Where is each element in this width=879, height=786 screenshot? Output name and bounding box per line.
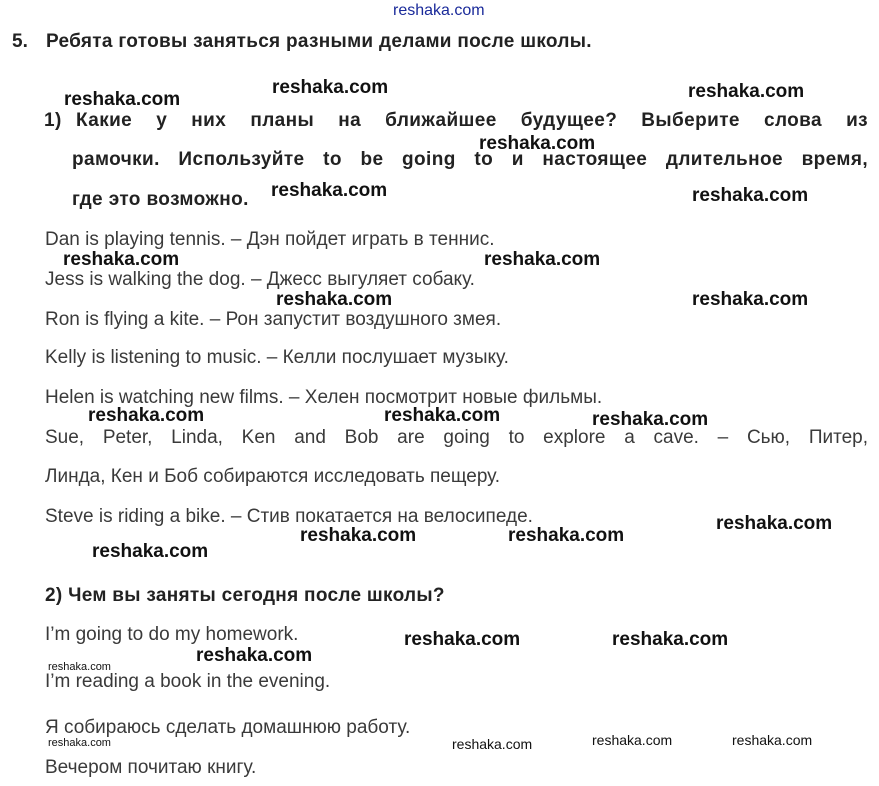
task-title: Ребята готовы заняться разными делами после школы. [46, 31, 592, 52]
task-number: 5. [12, 31, 28, 52]
answer-line: I’m going to do my homework. [45, 624, 299, 645]
watermark: reshaka.com [479, 133, 596, 154]
watermark: reshaka.com [592, 732, 673, 748]
question-1-line-1: Какие у них планы на ближайшее будущее? Выберите слова из [76, 110, 868, 131]
question-1-number: 1) [44, 110, 62, 131]
answer-line: Вечером почитаю книгу. [45, 757, 257, 778]
watermark: reshaka.com [276, 289, 393, 310]
answer-line: Kelly is listening to music. – Келли послушает музыку. [45, 347, 509, 368]
question-1-line-3: где это возможно. [72, 189, 249, 210]
watermark: reshaka.com [48, 737, 111, 749]
watermark: reshaka.com [716, 513, 833, 534]
watermark: reshaka.com [592, 409, 709, 430]
answer-line: Линда, Кен и Боб собираются исследовать пещеру. [45, 466, 501, 487]
answer-line: Helen is watching new films. – Хелен посмотрит новые фильмы. [45, 387, 603, 408]
watermark: reshaka.com [452, 736, 533, 752]
question-2: 2) Чем вы заняты сегодня после школы? [45, 585, 445, 606]
watermark: reshaka.com [64, 89, 181, 110]
answer-line: Jess is walking the dog. – Джесс выгуляет собаку. [45, 269, 475, 290]
watermark: reshaka.com [63, 249, 180, 270]
watermark: reshaka.com [404, 629, 521, 650]
watermark: reshaka.com [732, 732, 813, 748]
question-1-line-2: рамочки. Используйте to be going to и настоящее длительное время, [72, 149, 868, 170]
watermark: reshaka.com [92, 541, 209, 562]
answer-line: Dan is playing tennis. – Дэн пойдет играть в теннис. [45, 229, 495, 250]
watermark: reshaka.com [508, 525, 625, 546]
watermark: reshaka.com [612, 629, 729, 650]
watermark: reshaka.com [484, 249, 601, 270]
watermark: reshaka.com [688, 81, 805, 102]
answer-line: Я собираюсь сделать домашнюю работу. [45, 717, 411, 738]
watermark: reshaka.com [692, 289, 809, 310]
answer-line: I’m reading a book in the evening. [45, 671, 331, 692]
answer-line: Sue, Peter, Linda, Ken and Bob are going to explore a cave. – Сью, Питер, [45, 427, 868, 448]
answer-line: Ron is flying a kite. – Рон запустит воздушного змея. [45, 309, 502, 330]
answer-line: Steve is riding a bike. – Стив покатается на велосипеде. [45, 506, 533, 527]
watermark: reshaka.com [300, 525, 417, 546]
watermark: reshaka.com [196, 645, 313, 666]
watermark: reshaka.com [272, 77, 389, 98]
watermark: reshaka.com [692, 185, 809, 206]
header-watermark: reshaka.com [393, 2, 485, 19]
watermark: reshaka.com [48, 661, 111, 673]
watermark: reshaka.com [88, 405, 205, 426]
watermark: reshaka.com [271, 180, 388, 201]
watermark: reshaka.com [384, 405, 501, 426]
